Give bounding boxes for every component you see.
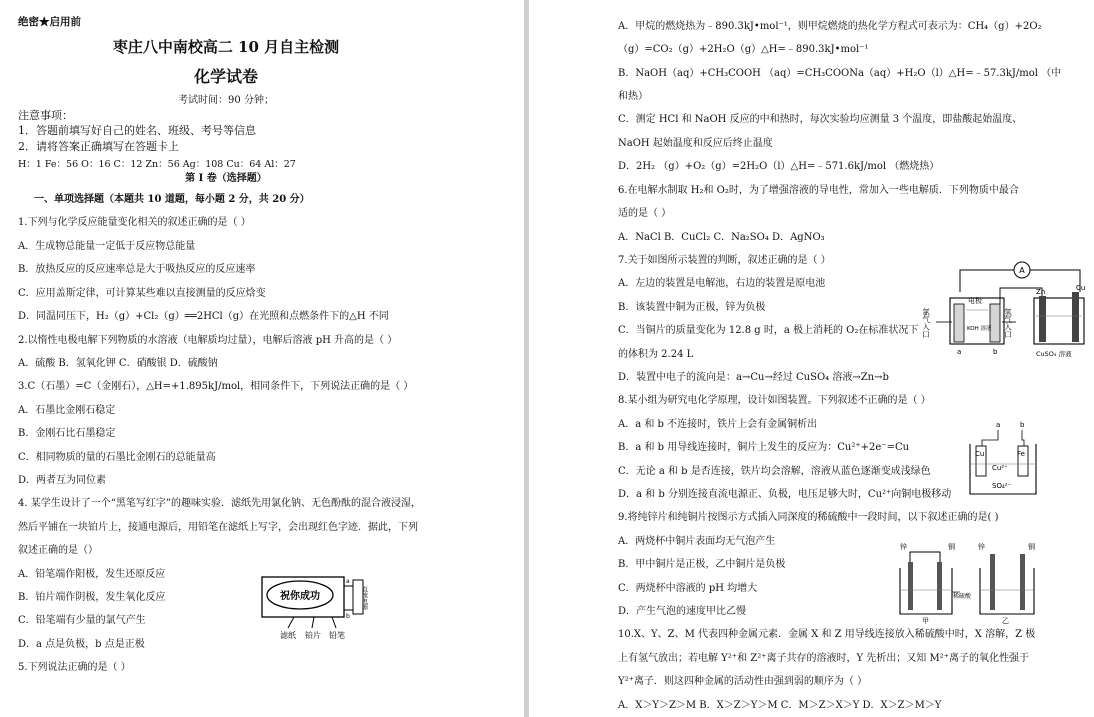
hydrogen-inlet-label: 氢气入口	[1003, 308, 1013, 338]
ion-cu-label: Cu²⁺	[992, 464, 1008, 472]
koh-label: KOH 溶液	[967, 326, 992, 332]
question-line: 5.下列说法正确的是（ ）	[18, 662, 131, 673]
option-line: C．两烧杯中溶液的 pH 均增大	[618, 583, 758, 594]
two-beakers-diagram	[896, 540, 1046, 624]
question-line: 3.C（石墨）=C（金刚石），△H=+1.895kJ/mol，相同条件下，下列说法正确的是（ ）	[18, 381, 414, 392]
secret-mark: 绝密★启用前	[18, 16, 81, 28]
copper-label-1: 铜	[948, 543, 955, 551]
zinc-strip	[990, 554, 995, 610]
wire	[1022, 430, 1024, 446]
question-line: 8.某小组为研究电化学原理，设计如图装置。下列叙述不正确的是（ ）	[618, 395, 931, 406]
zn-label: Zn	[1036, 288, 1046, 296]
electrode-label: 电极	[968, 297, 982, 305]
option-line: D．同温同压下，H₂（g）+Cl₂（g）══2HCl（g）在光照和点燃条件下的△H 不同	[18, 311, 389, 322]
option-line: D．产生气泡的速度甲比乙慢	[618, 606, 747, 617]
question-line: Y²⁺离子．则这四种金属的活动性由强到弱的顺序为（ ）	[618, 676, 868, 687]
beaker-yi	[980, 568, 1034, 614]
zinc-label-2: 锌	[978, 543, 985, 551]
question-line: 适的是（ ）	[618, 208, 672, 219]
filter-paper-label: 滤纸	[280, 631, 296, 640]
school-title: 枣庄八中南校高二 10 月自主检测	[112, 38, 340, 56]
option-line: C．铅笔端有少量的氯气产生	[18, 615, 146, 626]
notes-heading: 注意事项：	[18, 109, 73, 122]
option-line: C．应用盖斯定律，可计算某些难以直接测量的反应焓变	[18, 288, 266, 299]
zinc-electrode	[1039, 296, 1046, 342]
option-line: A．X＞Y＞Z＞M B．X＞Z＞Y＞M C．M＞Z＞X＞Y D．X＞Z＞M＞Y	[618, 700, 942, 711]
option-line: D．装置中电子的流向是：a→Cu→经过 CuSO₄ 溶液→Zn→b	[618, 372, 889, 383]
wire	[960, 270, 1014, 292]
option-line: B．金刚石比石墨稳定	[18, 428, 116, 439]
wire	[910, 552, 940, 562]
label-a: a	[996, 421, 1001, 429]
zinc-label-1: 锌	[900, 543, 907, 551]
option-line: A．NaCl B．CuCl₂ C．Na₂SO₄ D．AgNO₃	[618, 232, 825, 243]
option-line: B．铂片端作阴极，发生氧化反应	[18, 592, 166, 603]
option-line: B．该装置中铜为正极，锌为负极	[618, 302, 766, 313]
pointer-line	[332, 617, 336, 628]
pencil-label: 铅笔	[329, 631, 345, 640]
question-line: 上有氢气放出；若电解 Y²⁺和 Z²⁺离子共存的溶液时，Y 先析出；又知 M²⁺离子的氧化性强于	[618, 653, 1029, 664]
electrode-b	[990, 304, 1000, 342]
question-line: 10.X、Y、Z、M 代表四种金属元素．金属 X 和 Z 用导线连接放入稀硫酸中时，X 溶解，Z 极	[618, 629, 1036, 640]
option-line: A．生成物总能量一定低于反应物总能量	[18, 241, 196, 252]
question-line: 2.以惰性电极电解下列物质的水溶液（电解质均过量），电解后溶液 pH 升高的是（ ）	[18, 335, 398, 346]
option-line: C．相同物质的量的石墨比金刚石的总能量高	[18, 452, 216, 463]
cu-label: Cu	[975, 450, 985, 458]
option-line: A．a 和 b 不连接时，铁片上会有金属铜析出	[618, 419, 818, 430]
option-line: A．左边的装置是电解池，右边的装置是原电池	[618, 278, 826, 289]
option-line: NaOH 起始温度和反应后终止温度	[618, 138, 773, 149]
exam-page-left	[0, 0, 522, 717]
option-line: 的体积为 2.24 L	[618, 349, 694, 360]
wire	[982, 430, 998, 446]
question-line: 7.关于如图所示装置的判断，叙述正确的是（ ）	[618, 255, 831, 266]
point-b: b	[346, 613, 350, 620]
label-a: a	[957, 348, 962, 356]
option-line: D．a 和 b 分别连接直流电源正、负极，电压足够大时，Cu²⁺向铜电极移动	[618, 489, 952, 500]
page-divider	[524, 0, 529, 717]
pointer-line	[288, 617, 294, 628]
question-line: 叙述正确的是（）	[18, 545, 98, 556]
chlorine-inlet-label: 氯气入口	[921, 308, 931, 338]
fuel-cell-diagram	[921, 258, 1090, 366]
option-line: C．测定 HCl 和 NaOH 反应的中和热时，每次实验均应测量 3 个温度，即盐酸起始温度、	[618, 114, 1023, 125]
question-line: 4. 某学生设计了一个“黑笔写红字”的趣味实验．滤纸先用氯化钠、无色酚酞的混合液浸湿，	[18, 498, 421, 509]
pencil-writing-diagram	[258, 572, 378, 642]
pointer-line	[312, 617, 314, 628]
beaker-yi-label: 乙	[1002, 617, 1009, 625]
note-item: 1．答题前填写好自己的姓名、班级、考号等信息	[18, 124, 256, 137]
copper-strip	[937, 562, 942, 610]
option-line: C．当铜片的质量变化为 12.8 g 时，a 极上消耗的 O₂在标准状况下	[618, 325, 919, 336]
copper-strip	[1020, 554, 1025, 610]
label-b: b	[1020, 421, 1025, 429]
option-line: D．2H₂ （g）+O₂（g）=2H₂O（l）△H=﹣571.6kJ/mol （燃烧热）	[618, 161, 940, 172]
ammeter-label: A	[1019, 266, 1025, 275]
question-line: 6.在电解水制取 H₂和 O₂时，为了增强溶液的导电性，常加入一些电解质．下列物质中最合	[618, 185, 1019, 196]
ion-so4-label: SO₄²⁻	[992, 482, 1012, 490]
option-line: B．放热反应的反应速率总是大于吸热反应的反应速率	[18, 264, 256, 275]
electrode-a	[954, 304, 964, 342]
option-line: A．铅笔端作阳极，发生还原反应	[18, 569, 166, 580]
cu-fe-cell-diagram	[962, 418, 1042, 496]
section-title: 一、单项选择题（本题共 10 道题，每小题 2 分，共 20 分）	[34, 194, 310, 205]
exam-time: 考试时间：90 分钟；	[178, 95, 274, 106]
point-a: a	[346, 578, 350, 585]
option-line: A．两烧杯中铜片表面均无气泡产生	[618, 536, 776, 547]
option-line: （g）=CO₂（g）+2H₂O（g）△H=﹣890.3kJ•mol⁻¹	[618, 44, 869, 55]
cuso4-label: CuSO₄ 溶液	[1036, 350, 1072, 358]
cu-label: Cu	[1076, 284, 1086, 292]
volume-title: 第 I 卷（选择题）	[185, 173, 267, 184]
option-line: B．甲中铜片是正极，乙中铜片是负极	[618, 559, 786, 570]
exam-page-right	[532, 0, 1094, 717]
option-line: B．NaOH（aq）+CH₃COOH （aq）=CH₃COONa（aq）+H₂O（l）△H=﹣57.3kJ/mol （中	[618, 68, 1062, 79]
question-line: 1.下列与化学反应能量变化相关的叙述正确的是（ ）	[18, 217, 251, 228]
beaker-jia	[900, 568, 952, 614]
zinc-strip	[908, 562, 913, 610]
dc-power-label: 直流电源	[360, 586, 368, 610]
question-line: 然后平铺在一块铂片上，接通电源后，用铅笔在滤纸上写字，会出现红色字迹．据此，下列	[18, 522, 418, 533]
option-line: A．石墨比金刚石稳定	[18, 405, 116, 416]
acid-label: 稀硫酸	[953, 593, 972, 600]
option-line: A．硫酸 B．氢氧化钾 C．硝酸银 D．硫酸钠	[18, 358, 218, 369]
label-b: b	[993, 348, 998, 356]
option-line: B．a 和 b 用导线连接时，铜片上发生的反应为：Cu²⁺+2e⁻=Cu	[618, 442, 910, 453]
fe-label: Fe	[1017, 450, 1025, 458]
subject-title: 化学试卷	[193, 67, 258, 86]
atomic-masses: H：1 Fe：56 O：16 C：12 Zn：56 Ag：108 Cu：64 Al：27	[18, 159, 296, 170]
option-line: A．甲烷的燃烧热为﹣890.3kJ•mol⁻¹，则甲烷燃烧的热化学方程式可表示为：CH₄（g）+2O₂	[618, 21, 1042, 32]
option-line: D．两者互为同位素	[18, 475, 107, 486]
copper-electrode	[1072, 292, 1079, 342]
copper-label-2: 铜	[1028, 543, 1035, 551]
option-line: D．a 点是负极，b 点是正极	[18, 639, 145, 650]
slogan-text: 祝你成功	[280, 591, 320, 602]
platinum-label: 铂片	[305, 631, 321, 640]
question-line: 9.将纯锌片和纯铜片按图示方式插入同深度的稀硫酸中一段时间，以下叙述正确的是( )	[618, 512, 999, 523]
option-line: C．无论 a 和 b 是否连接，铁片均会溶解，溶液从蓝色逐渐变成浅绿色	[618, 466, 931, 477]
option-line: 和热）	[618, 91, 648, 102]
beaker-jia-label: 甲	[922, 617, 929, 625]
note-item: 2．请将答案正确填写在答题卡上	[18, 140, 179, 153]
